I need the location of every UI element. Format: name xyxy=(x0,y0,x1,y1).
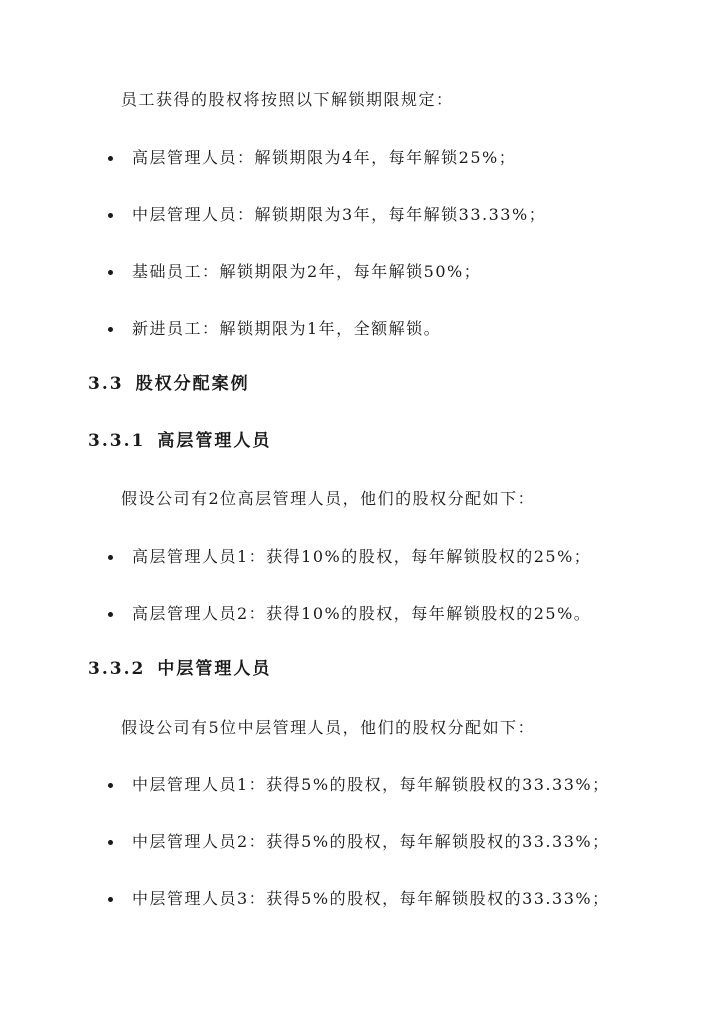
section-title: 中层管理人员 xyxy=(157,659,272,679)
section-3-3-1-heading xyxy=(88,429,271,453)
unlock-rule-basic: 基础员工：解锁期限为2年，每年解锁50%； xyxy=(132,262,482,281)
bullet-icon xyxy=(108,213,113,218)
bullet-icon xyxy=(108,156,113,161)
section-number: 3.3.2 xyxy=(88,659,146,679)
bullet-icon xyxy=(108,327,113,332)
unlock-rule-senior: 高层管理人员：解锁期限为4年，每年解锁25%； xyxy=(132,148,517,167)
bullet-icon xyxy=(108,555,113,560)
middle-manager-2-item: 中层管理人员2：获得5%的股权，每年解锁股权的33.33%； xyxy=(132,832,610,851)
middle-intro-paragraph: 假设公司有5位中层管理人员，他们的股权分配如下： xyxy=(121,718,536,737)
senior-manager-2-item: 高层管理人员2：获得10%的股权，每年解锁股权的25%。 xyxy=(132,604,592,623)
bullet-icon xyxy=(108,783,113,788)
unlock-intro-paragraph: 员工获得的股权将按照以下解锁期限规定： xyxy=(121,90,454,109)
senior-intro-paragraph: 假设公司有2位高层管理人员，他们的股权分配如下： xyxy=(121,489,536,508)
unlock-rule-new: 新进员工：解锁期限为1年，全额解锁。 xyxy=(132,319,442,338)
middle-manager-3-item: 中层管理人员3：获得5%的股权，每年解锁股权的33.33%； xyxy=(132,889,610,908)
bullet-icon xyxy=(108,897,113,902)
section-number: 3.3 xyxy=(88,374,124,394)
bullet-icon xyxy=(108,840,113,845)
section-3-3-2-heading xyxy=(88,657,271,681)
bullet-icon xyxy=(108,270,113,275)
unlock-rule-middle: 中层管理人员：解锁期限为3年，每年解锁33.33%； xyxy=(132,205,547,224)
section-title: 高层管理人员 xyxy=(157,431,272,451)
section-3-3-heading xyxy=(88,372,250,396)
section-title: 股权分配案例 xyxy=(135,374,250,394)
section-number: 3.3.1 xyxy=(88,431,146,451)
senior-manager-1-item: 高层管理人员1：获得10%的股权，每年解锁股权的25%； xyxy=(132,547,592,566)
bullet-icon xyxy=(108,612,113,617)
middle-manager-1-item: 中层管理人员1：获得5%的股权，每年解锁股权的33.33%； xyxy=(132,775,610,794)
